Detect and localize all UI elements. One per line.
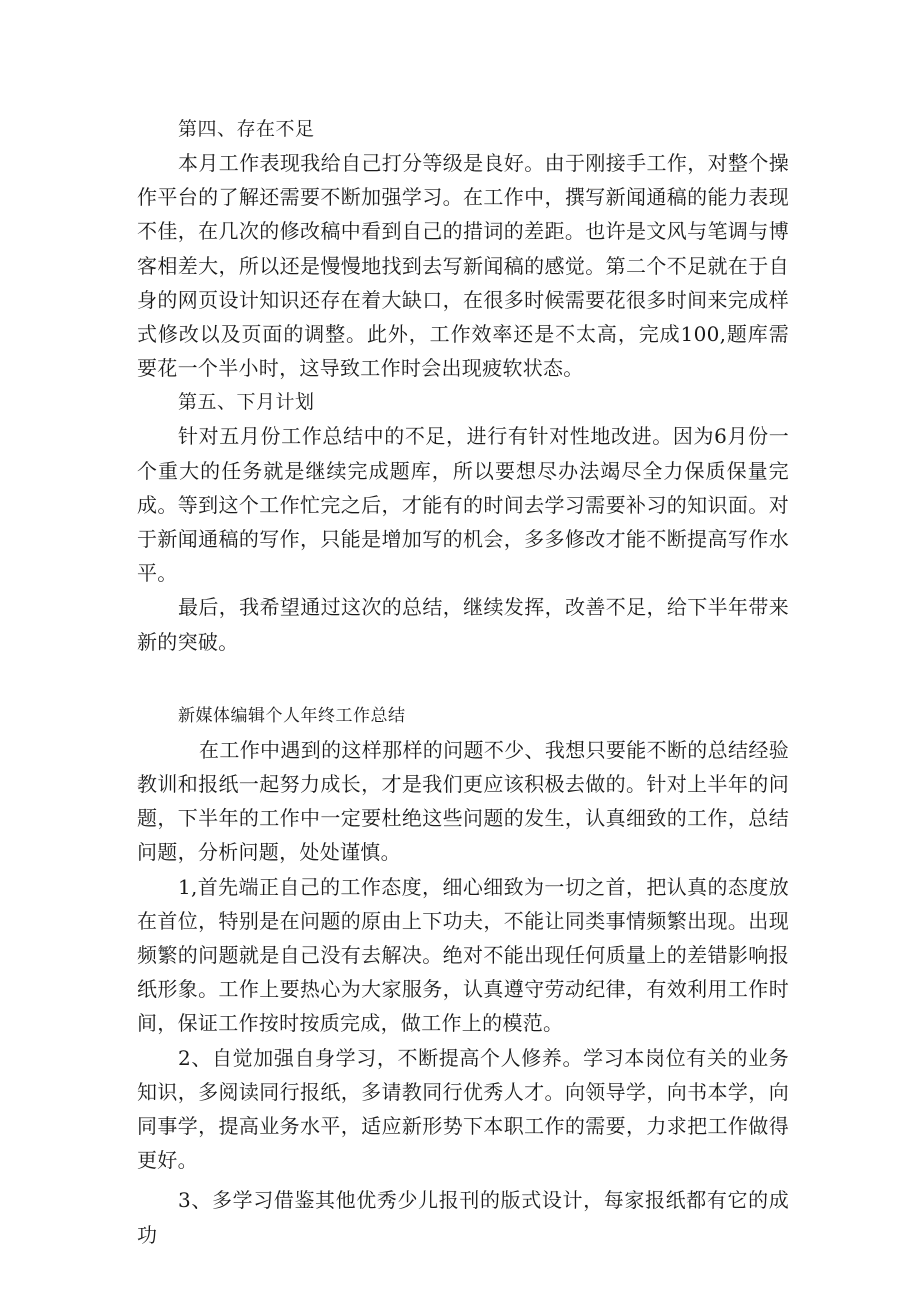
point-3-paragraph: 3、多学习借鉴其他优秀少儿报刊的版式设计，每家报纸都有它的成功 — [137, 1188, 789, 1247]
document-body — [137, 112, 789, 1252]
point-1-paragraph: 1,首先端正自己的工作态度，细心细致为一切之首，把认真的态度放在首位，特别是在问题的原由上下功夫，不能让同类事情频繁出现。出现频繁的问题就是自己没有去解决。绝对不能出现任何质量上的差错影响报纸形象。工作上要热心为大家服务，认真遵守劳动纪律，有效利用工作时间，保证工作按时按质完成，做工作上的模范。 — [137, 874, 789, 1036]
section5-paragraph: 针对五月份工作总结中的不足，进行有针对性地改进。因为6月份一个重大的任务就是继续完成题库，所以要想尽办法竭尽全力保质保量完成。等到这个工作忙完之后，才能有的时间去学习需要补习的知识面。对于新闻通稿的写作，只能是增加写的机会，多多修改才能不断提高写作水平。 — [137, 424, 789, 586]
section5-heading: 第五、下月计划 — [178, 391, 315, 414]
section4-heading: 第四、存在不足 — [178, 118, 315, 140]
section4-paragraph: 本月工作表现我给自己打分等级是良好。由于刚接手工作，对整个操作平台的了解还需要不断加强学习。在工作中，撰写新闻通稿的能力表现不佳，在几次的修改稿中看到自己的措词的差距。也许是文风与笔调与博客相差大，所以还是慢慢地找到去写新闻稿的感觉。第二个不足就在于自身的网页设计知识还存在着大缺口，在很多时候需要花很多时间来完成样式修改以及页面的调整。此外，工作效率还是不太高，完成100,题库需要花一个半小时，这导致工作时会出现疲软状态。 — [137, 151, 789, 381]
closing-paragraph: 最后，我希望通过这次的总结，继续发挥，改善不足，给下半年带来新的突破。 — [137, 595, 789, 654]
point-2-paragraph: 2、自觉加强自身学习，不断提高个人修养。学习本岗位有关的业务知识，多阅读同行报纸，多请教同行优秀人才。向领导学，向书本学，向同事学，提高业务水平，适应新形势下本职工作的需要，力求把工作做得更好。 — [137, 1045, 789, 1173]
intro-paragraph: 在工作中遇到的这样那样的问题不少、我想只要能不断的总结经验教训和报纸一起努力成长，才是我们更应该积极去做的。针对上半年的问题，下半年的工作中一定要杜绝这些问题的发生，认真细致的工作，总结问题，分析问题，处处谨慎。 — [137, 737, 789, 865]
second-document-title: 新媒体编辑个人年终工作总结 — [178, 705, 406, 726]
